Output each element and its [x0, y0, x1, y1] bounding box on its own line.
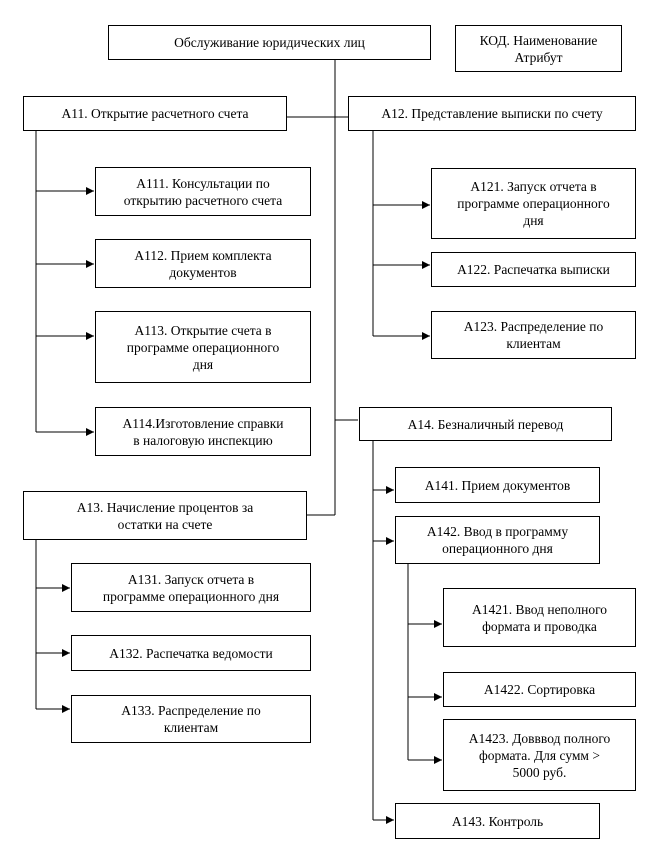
a11-box: А11. Открытие расчетного счета [23, 96, 287, 131]
root-box: Обслуживание юридических лиц [108, 25, 431, 60]
a113-box: А113. Открытие счета в программе операционного дня [95, 311, 311, 383]
a123-box: А123. Распределение по клиентам [431, 311, 636, 359]
a133-box: А133. Распределение по клиентам [71, 695, 311, 743]
a121-box: А121. Запуск отчета в программе операционного дня [431, 168, 636, 239]
a142-box: А142. Ввод в программу операционного дня [395, 516, 600, 564]
a114-box: А114.Изготовление справки в налоговую инспекцию [95, 407, 311, 456]
legend-box: КОД. Наименование Атрибут [455, 25, 622, 72]
a131-box: А131. Запуск отчета в программе операционного дня [71, 563, 311, 612]
a14-box: А14. Безналичный перевод [359, 407, 612, 441]
a12-box: А12. Представление выписки по счету [348, 96, 636, 131]
a111-box: А111. Консультации по открытию расчетного счета [95, 167, 311, 216]
a112-box: А112. Прием комплекта документов [95, 239, 311, 288]
a141-box: А141. Прием документов [395, 467, 600, 503]
a1423-box: А1423. Довввод полного формата. Для сумм > 5000 руб. [443, 719, 636, 791]
a132-box: А132. Распечатка ведомости [71, 635, 311, 671]
a13-box: А13. Начисление процентов за остатки на счете [23, 491, 307, 540]
a1421-box: А1421. Ввод неполного формата и проводка [443, 588, 636, 647]
a1422-box: А1422. Сортировка [443, 672, 636, 707]
a122-box: А122. Распечатка выписки [431, 252, 636, 287]
a143-box: А143. Контроль [395, 803, 600, 839]
